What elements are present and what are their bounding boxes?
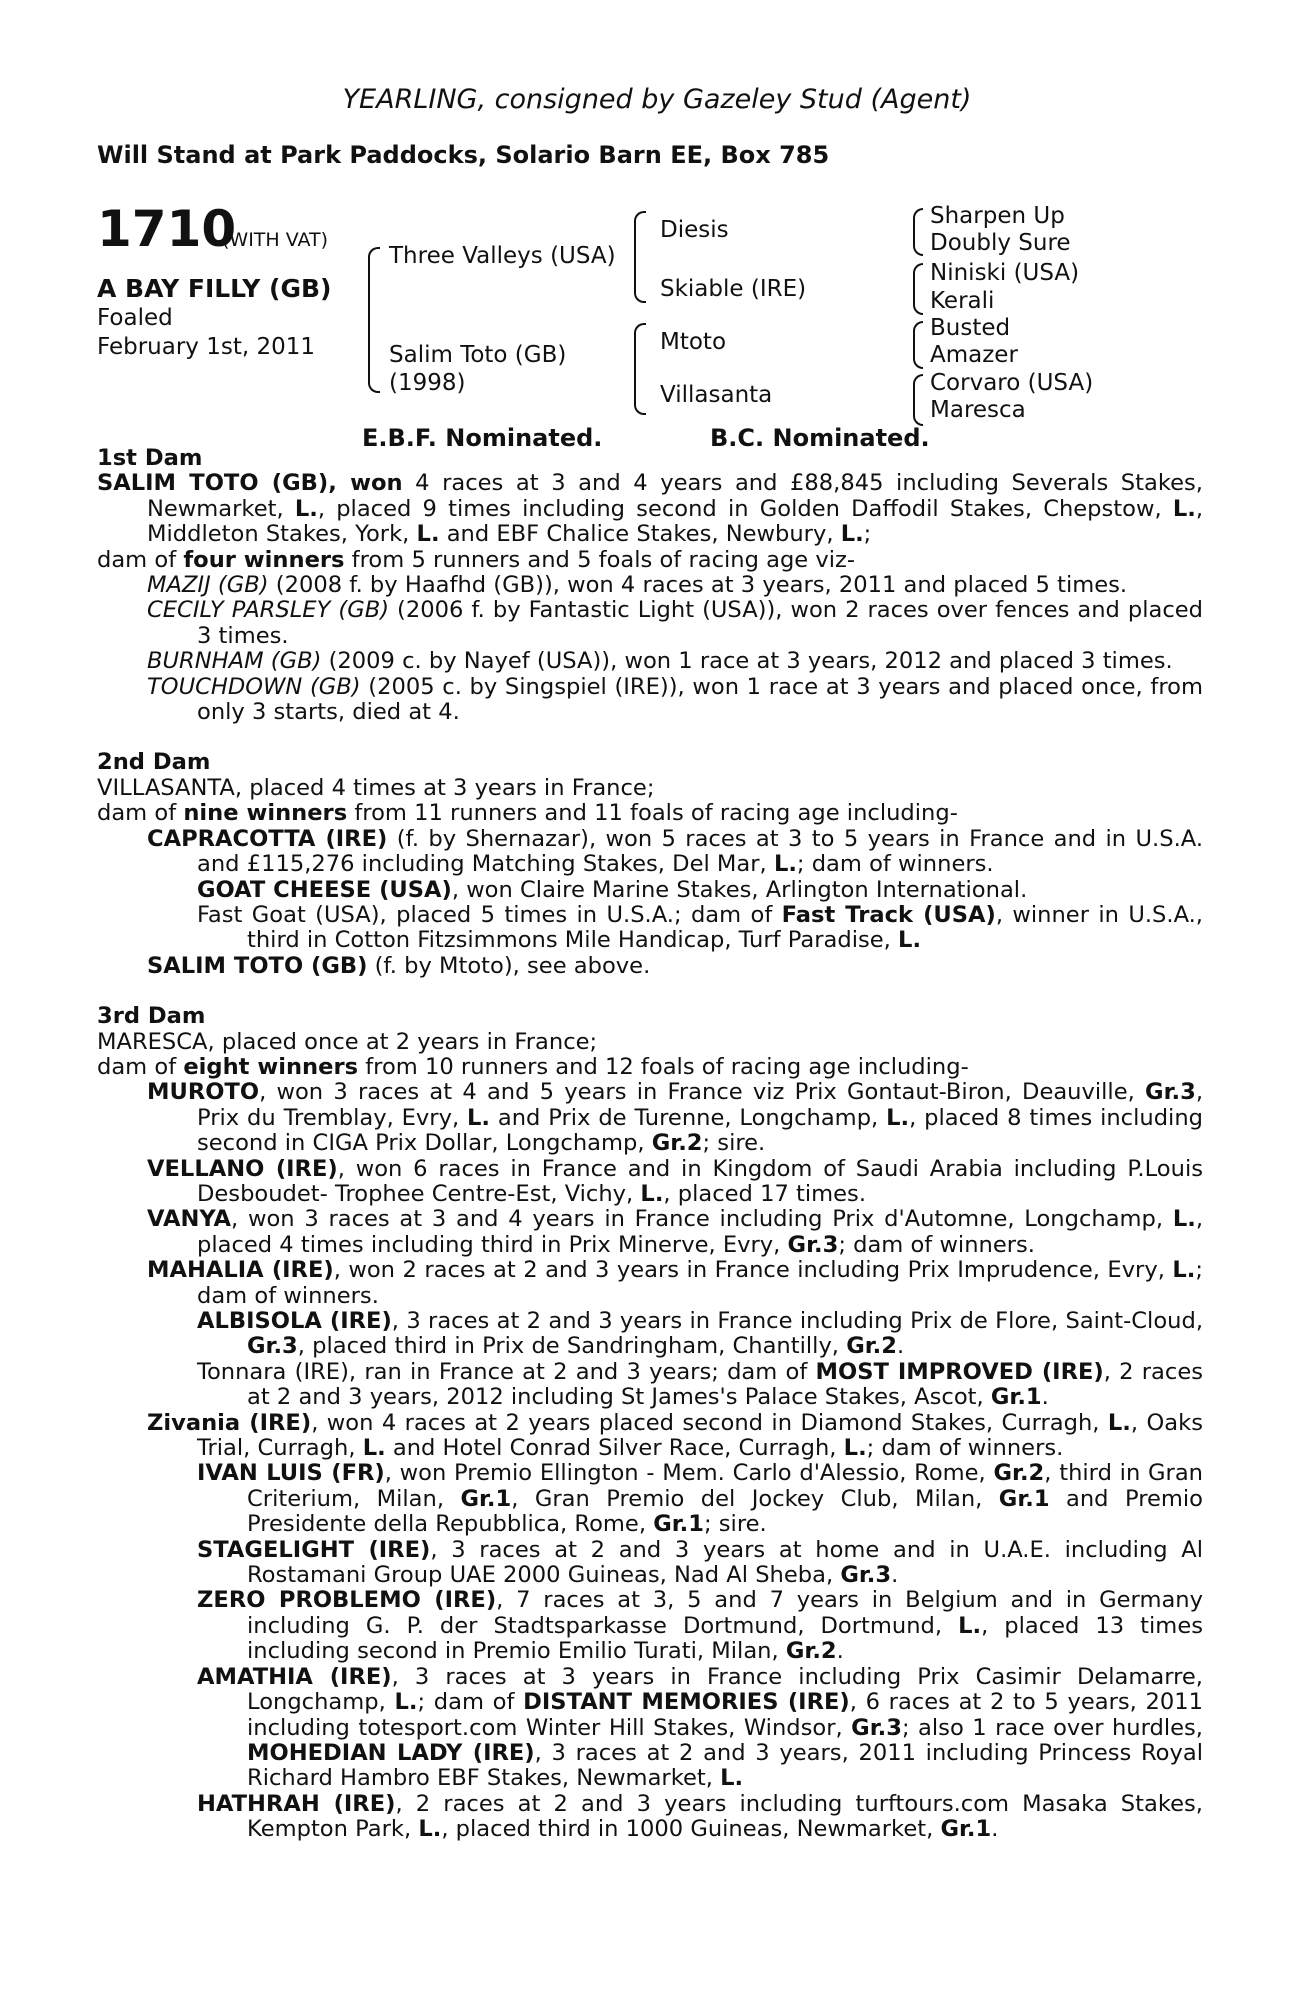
pedigree-gg-7: Corvaro (USA) — [930, 370, 1094, 396]
brace-dam-line — [368, 247, 380, 393]
third-dam-entry: STAGELIGHT (IRE), 3 races at 2 and 3 years at home and in U.A.E. including Al Rostamani Group UAE 2000 Guineas, Nad Al Sheba, Gr.3. — [197, 1536, 1203, 1589]
brace-gg3 — [913, 321, 923, 369]
second-dam-heading: 2nd Dam — [97, 749, 211, 776]
pedigree-dam-sire: Mtoto — [660, 329, 727, 355]
third-dam-entry: HATHRAH (IRE), 2 races at 2 and 3 years including turftours.com Masaka Stakes, Kempton Park, L., placed third in 1000 Guineas, Newmarket, Gr.1. — [197, 1790, 1203, 1843]
second-dam-entry: GOAT CHEESE (USA), won Claire Marine Stakes, Arlington International. — [197, 876, 1028, 903]
location-line: Will Stand at Park Paddocks, Solario Barn EE, Box 785 — [97, 141, 830, 169]
third-dam-dam-of: dam of eight winners from 10 runners and 12 foals of racing age including- — [97, 1053, 969, 1080]
foaled-label: Foaled — [97, 305, 173, 331]
third-dam-entry: ZERO PROBLEMO (IRE), 7 races at 3, 5 and 7 years in Belgium and in Germany including G. P. der Stadtsparkasse Dortmund, Dortmund, L., placed 13 times including second in Premio Emilio Turati, Milan, Gr.2. — [197, 1587, 1203, 1665]
brace-gg4 — [913, 374, 923, 426]
lot-number: 1710 — [97, 200, 237, 258]
progeny-entry: CECILY PARSLEY (GB) (2006 f. by Fantastic Light (USA)), won 2 races over fences and placed 3 times. — [147, 597, 1203, 649]
first-dam-heading: 1st Dam — [97, 445, 203, 471]
lot-description: A BAY FILLY (GB) — [97, 274, 332, 303]
foaled-info — [97, 304, 315, 362]
third-dam-entry: IVAN LUIS (FR), won Premio Ellington - Mem. Carlo d'Alessio, Rome, Gr.2, third in Gran Criterium, Milan, Gr.1, Gran Premio del Jockey Club, Milan, Gr.1 and Premio Presidente della Repubblica, Rome, Gr.1; sire. — [197, 1460, 1204, 1538]
progeny-entry: TOUCHDOWN (GB) (2005 c. by Singspiel (IRE)), won 1 race at 3 years and placed once, from only 3 starts, died at 4. — [147, 673, 1203, 726]
pedigree-dam-year: (1998) — [389, 370, 466, 396]
third-dam-intro: MARESCA, placed once at 2 years in France; — [97, 1028, 598, 1055]
pedigree-gg-8: Maresca — [930, 397, 1026, 423]
third-dam-entry: VANYA, won 3 races at 3 and 4 years in France including Prix d'Automne, Longchamp, L., placed 4 times including third in Prix Minerve, Evry, Gr.3; dam of winners. — [147, 1206, 1203, 1258]
second-dam-intro: VILLASANTA, placed 4 times at 3 years in France; — [97, 774, 655, 801]
foaled-date: February 1st, 2011 — [97, 334, 316, 360]
third-dam-entry: MUROTO, won 3 races at 4 and 5 years in France viz Prix Gontaut-Biron, Deauville, Gr.3, Prix du Tremblay, Evry, L. and Prix de Turenne, Longchamp, L., placed 8 times including second in CIGA Prix Dollar, Longchamp, Gr.2; sire. — [147, 1079, 1203, 1157]
progeny-entry: BURNHAM (GB) (2009 c. by Nayef (USA)), won 1 race at 3 years, 2012 and placed 3 times. — [147, 648, 1173, 675]
third-dam-entry: MAHALIA (IRE), won 2 races at 2 and 3 years in France including Prix Imprudence, Evry, L.; dam of winners. — [147, 1257, 1203, 1309]
pedigree-gg-2: Doubly Sure — [930, 230, 1071, 256]
pedigree-gg-6: Amazer — [930, 342, 1018, 368]
pedigree-gg-3: Niniski (USA) — [930, 260, 1080, 286]
pedigree-dam-dam: Villasanta — [660, 382, 773, 408]
brace-dam — [634, 323, 646, 415]
pedigree-dam: Salim Toto (GB) — [389, 342, 567, 368]
brace-sire — [634, 211, 646, 303]
second-dam-entry: Fast Goat (USA), placed 5 times in U.S.A.; dam of Fast Track (USA), winner in U.S.A., third in Cotton Fitzsimmons Mile Handicap, Turf Paradise, L. — [197, 901, 1203, 954]
ebf-nominated: E.B.F. Nominated. — [362, 424, 603, 452]
first-dam-record: SALIM TOTO (GB), won 4 races at 3 and 4 years and £88,845 including Severals Stakes, Newmarket, L., placed 9 times including second in Golden Daffodil Stakes, Chepstow, L., Middleton Stakes, York, L. and EBF Chalice Stakes, Newbury, L.; — [97, 470, 1204, 548]
catalogue-header: YEARLING, consigned by Gazeley Stud (Agent) — [342, 84, 972, 115]
second-dam-dam-of: dam of nine winners from 11 runners and 11 foals of racing age including- — [97, 800, 958, 827]
pedigree-sire: Three Valleys (USA) — [389, 243, 616, 269]
pedigree-gg-1: Sharpen Up — [930, 203, 1065, 229]
brace-gg2 — [913, 263, 923, 315]
third-dam-entry: Zivania (IRE), won 4 races at 2 years placed second in Diamond Stakes, Curragh, L., Oaks Trial, Curragh, L. and Hotel Conrad Silver Race, Curragh, L.; dam of winners. — [147, 1409, 1203, 1462]
bc-nominated: B.C. Nominated. — [710, 424, 930, 452]
pedigree-body — [97, 446, 1203, 1843]
first-dam-dam-of: dam of four winners from 5 runners and 5 foals of racing age viz- — [97, 546, 856, 573]
third-dam-entry: Tonnara (IRE), ran in France at 2 and 3 years; dam of MOST IMPROVED (IRE), 2 races at 2 and 3 years, 2012 including St James's Palace Stakes, Ascot, Gr.1. — [197, 1358, 1203, 1411]
second-dam-entry: CAPRACOTTA (IRE) (f. by Shernazar), won 5 races at 3 to 5 years in France and in U.S.A. and £115,276 including Matching Stakes, Del Mar, L.; dam of winners. — [147, 825, 1203, 878]
third-dam-entry: AMATHIA (IRE), 3 races at 3 years in France including Prix Casimir Delamarre, Longchamp, L.; dam of DISTANT MEMORIES (IRE), 6 races at 2 to 5 years, 2011 including totesport.com Winter Hill Stakes, Windsor, Gr.3; also 1 race over hurdles, MOHEDIAN LADY (IRE), 3 races at 2 and 3 years, 2011 including Princess Royal Richard Hambro EBF Stakes, Newmarket, L. — [197, 1663, 1203, 1792]
brace-gg1 — [913, 208, 923, 256]
vat-note: (WITH VAT) — [222, 229, 329, 251]
third-dam-entry: VELLANO (IRE), won 6 races in France and in Kingdom of Saudi Arabia including P.Louis Desboudet- Trophee Centre-Est, Vichy, L., placed 17 times. — [147, 1155, 1203, 1207]
pedigree-gg-5: Busted — [930, 315, 1011, 341]
pedigree-sire-dam: Skiable (IRE) — [660, 276, 807, 302]
pedigree-gg-4: Kerali — [930, 288, 995, 314]
third-dam-entry: ALBISOLA (IRE), 3 races at 2 and 3 years in France including Prix de Flore, Saint-Cloud, Gr.3, placed third in Prix de Sandringham, Chantilly, Gr.2. — [197, 1308, 1203, 1360]
pedigree-sire-sire: Diesis — [660, 217, 729, 243]
third-dam-heading: 3rd Dam — [97, 1003, 206, 1030]
second-dam-entry: SALIM TOTO (GB) (f. by Mtoto), see above. — [147, 952, 651, 979]
progeny-entry: MAZIJ (GB) (2008 f. by Haafhd (GB)), won 4 races at 3 years, 2011 and placed 5 times. — [147, 572, 1128, 599]
